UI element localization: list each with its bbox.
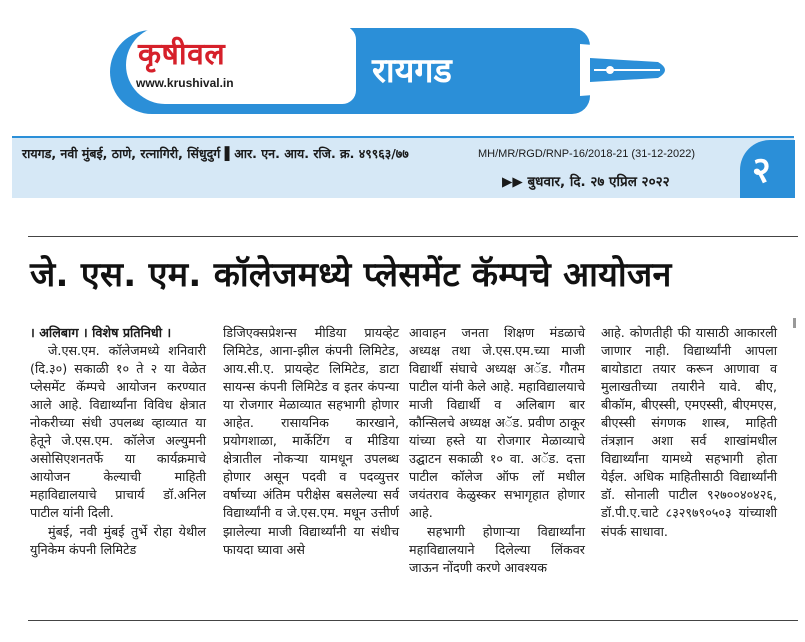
article-headline: जे. एस. एम. कॉलेजमध्ये प्लेसमेंट कॅम्पचे आयोजन [30,255,672,295]
edition-info-bar [12,136,794,198]
newspaper-logo: कृषीवल [138,37,226,72]
article-paragraph: डिजिएक्सप्रेशन्स मीडिया प्रायव्हेट लिमिटेड, आना-झील कंपनी लिमिटेड, आय.सी.ए. प्रायव्हेट लिमिटेड, डाटा सायन्स कंपनी लिमिटेड व इतर कंपन्या या रोजगार मेळाव्यात सहभागी होणार आहेत. रासायनिक कारखाने, प्रयोगशाळा, मार्केटिंग व मीडिया क्षेत्रातील नोकऱ्या यामधून उपलब्ध होणार असून पदवी व पदव्युत्तर वर्षाच्या अंतिम परीक्षेस बसलेल्या सर्व विद्यार्थ्यांनी व जे.एस.एम. मधून उत्तीर्ण झालेल्या माजी विद्यार्थ्यांनी या संधीच फायदा घ्यावा असे [223,325,399,557]
page-number: २ [752,150,771,191]
registration-number: MH/MR/RGD/RNP-16/2018-21 (31-12-2022) [478,148,696,160]
article-body [30,324,790,614]
article-column-3 [409,324,585,577]
article-paragraph: आहे. कोणतीही फी यासाठी आकारली जाणार नाही. विद्यार्थ्यांनी आपला बायोडाटा तयार करून आणावा व मुलाखतीच्या तयारीने यावे. बीए, बीकॉम, बीएस्सी, एमएस्सी, बीएमएस, बीएस्सी संगणक शास्त्र, माहिती तंत्रज्ञान अशा सर्व शाखांमधील विद्यार्थ्यांना यामध्ये सहभागी होता येईल. अधिक माहितीसाठी विद्यार्थ्यांनी डॉ. सोनाली पाटील ९२७००४०४२६, डॉ.पी.ए.चाटे ८३२९७९०५०३ यांच्याशी संपर्क साधावा. [601,325,777,539]
masthead [110,24,670,118]
article-column-1 [30,324,206,559]
article-paragraph: आवाहन जनता शिक्षण मंडळाचे अध्यक्ष तथा जे.एस.एम.च्या माजी विद्यार्थी संघाचे अध्यक्ष अॅड. गौतम पाटील यांनी केले आहे. महाविद्यालयाचे माजी विद्यार्थी व अलिबाग बार कौन्सिलचे अध्यक्ष अॅड. प्रवीण ठाकूर यांच्या हस्ते या रोजगार मेळाव्याचे उद्घाटन सकाळी १० वा. अॅड. दत्ता पाटील कॉलेज ऑफ लॉ मधील जयंतराव केळुस्कर सभागृहात होणार आहे. [409,325,585,521]
divider-bottom [28,620,798,621]
edition-districts: रायगड, नवी मुंबई, ठाणे, रत्नागिरी, सिंधुदुर्ग ▌आर. एन. आय. रजि. क्र. ४९९६३/७७ [22,146,409,161]
fountain-pen-nib-icon [580,30,690,110]
article-column-2 [223,324,399,559]
article-paragraph: जे.एस.एम. कॉलेजमध्ये शनिवारी (दि.३०) सकाळी १० ते २ या वेळेत प्लेसमेंट कॅम्पचे आयोजन करण्यात आले आहे. विद्यार्थ्यांना विविध क्षेत्रात नोकरीच्या संधी उपलब्ध व्हाव्यात या हेतूने जे.एस.एम. कॉलेज अल्युमनी असोसिएशनतर्फे या कार्यक्रमाचे आयोजन केल्याची माहिती महाविद्यालयाचे प्राचार्य डॉ.अनिल पाटील यांनी दिली. [30,343,206,521]
issue-date: ▶▶ बुधवार, दि. २७ एप्रिल २०२२ [502,174,670,190]
article-paragraph: मुंबई, नवी मुंबई तुर्भे रोहा येथील युनिकेम कंपनी लिमिटेड [30,523,206,557]
article-dateline: । अलिबाग । विशेष प्रतिनिधी । [30,325,172,340]
website-link[interactable]: www.krushival.in [136,76,234,90]
article-column-4 [601,324,777,541]
divider-top [28,236,798,237]
region-title: रायगड [372,51,452,91]
margin-mark [793,318,796,328]
article-paragraph: सहभागी होणाऱ्या विद्यार्थ्यांना महाविद्यालयाने दिलेल्या लिंकवर जाऊन नोंदणी करणे आवश्यक [409,523,585,575]
